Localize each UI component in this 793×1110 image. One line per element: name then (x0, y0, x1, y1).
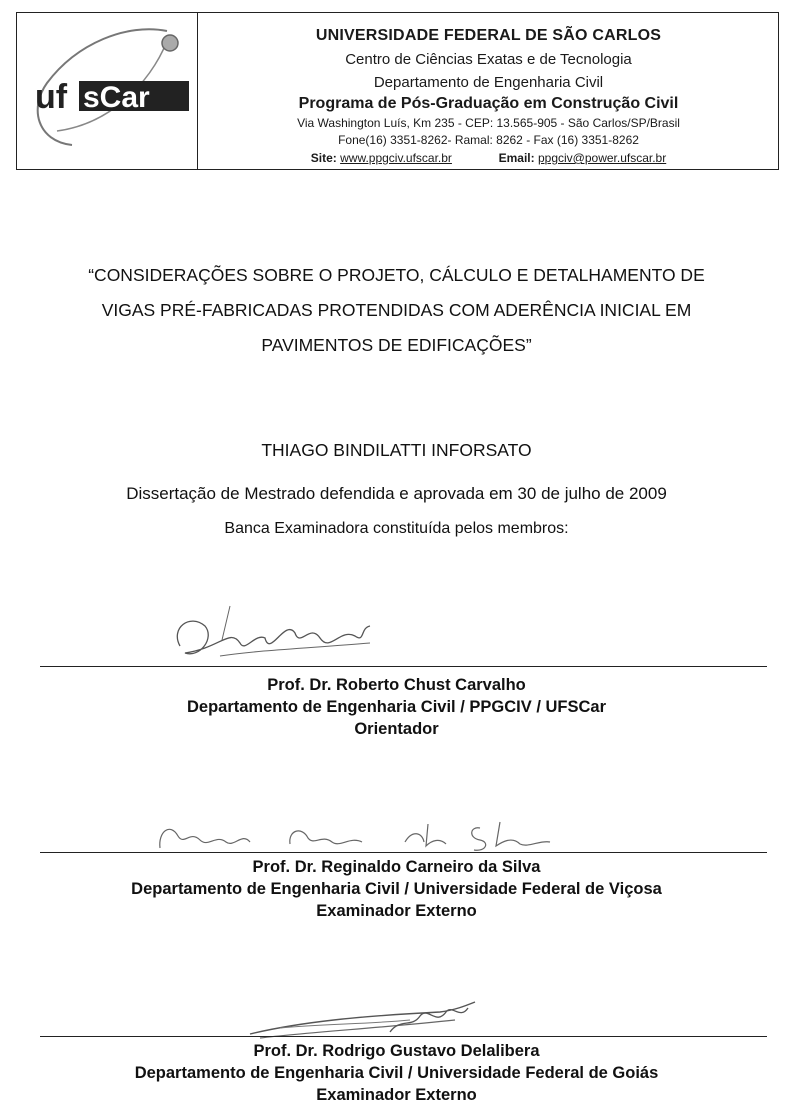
member-rodrigo (0, 1040, 793, 1106)
ufscar-logo-icon (17, 13, 198, 169)
center-name: Centro de Ciências Exatas e de Tecnologia (345, 51, 632, 68)
member-name: Prof. Dr. Roberto Chust Carvalho (267, 676, 526, 694)
contact-line (199, 151, 778, 165)
email-label: Email: (498, 151, 535, 165)
member-affiliation: Departamento de Engenharia Civil / Universidade Federal de Goiás (134, 1064, 659, 1082)
member-role: Examinador Externo (316, 902, 477, 920)
signature-line (40, 852, 767, 853)
member-role: Examinador Externo (316, 1086, 477, 1104)
title-line: VIGAS PRÉ-FABRICADAS PROTENDIDAS COM ADERÊNCIA INICIAL EM (101, 300, 692, 320)
author-name: THIAGO BINDILATTI INFORSATO (261, 440, 532, 460)
member-affiliation: Departamento de Engenharia Civil / PPGCIV / UFSCar (186, 698, 607, 716)
member-roberto (0, 674, 793, 740)
email-link[interactable]: ppgciv@power.ufscar.br (537, 151, 667, 165)
board-intro: Banca Examinadora constituída pelos membros: (224, 520, 569, 537)
title-line: PAVIMENTOS DE EDIFICAÇÕES” (261, 335, 532, 355)
member-name: Prof. Dr. Rodrigo Gustavo Delalibera (253, 1042, 540, 1060)
signature-line (40, 1036, 767, 1037)
member-affiliation: Departamento de Engenharia Civil / Universidade Federal de Viçosa (131, 880, 662, 898)
institution-info (199, 13, 778, 169)
member-reginaldo (0, 856, 793, 922)
program-name: Programa de Pós-Graduação em Construção Civil (298, 95, 679, 112)
thesis-title (10, 258, 783, 363)
site-label: Site: (310, 151, 337, 165)
department-name: Departamento de Engenharia Civil (373, 74, 604, 91)
title-line: “CONSIDERAÇÕES SOBRE O PROJETO, CÁLCULO E DETALHAMENTO DE (88, 265, 705, 285)
site-link[interactable]: www.ppgciv.ufscar.br (340, 151, 452, 165)
phone: Fone(16) 3351-8262- Ramal: 8262 - Fax (16) 3351-8262 (338, 133, 639, 147)
university-name: UNIVERSIDADE FEDERAL DE SÃO CARLOS (315, 27, 662, 44)
letterhead (16, 12, 779, 170)
member-role: Orientador (354, 720, 439, 738)
svg-text:uf: uf (35, 78, 68, 116)
signature-line (40, 666, 767, 667)
member-name: Prof. Dr. Reginaldo Carneiro da Silva (252, 858, 541, 876)
signature-roberto (160, 598, 390, 668)
ufscar-logo (17, 13, 198, 169)
svg-text:sCar: sCar (83, 81, 150, 114)
address: Via Washington Luís, Km 235 - CEP: 13.565-905 - São Carlos/SP/Brasil (297, 116, 680, 130)
defense-statement: Dissertação de Mestrado defendida e aprovada em 30 de julho de 2009 (126, 484, 667, 503)
